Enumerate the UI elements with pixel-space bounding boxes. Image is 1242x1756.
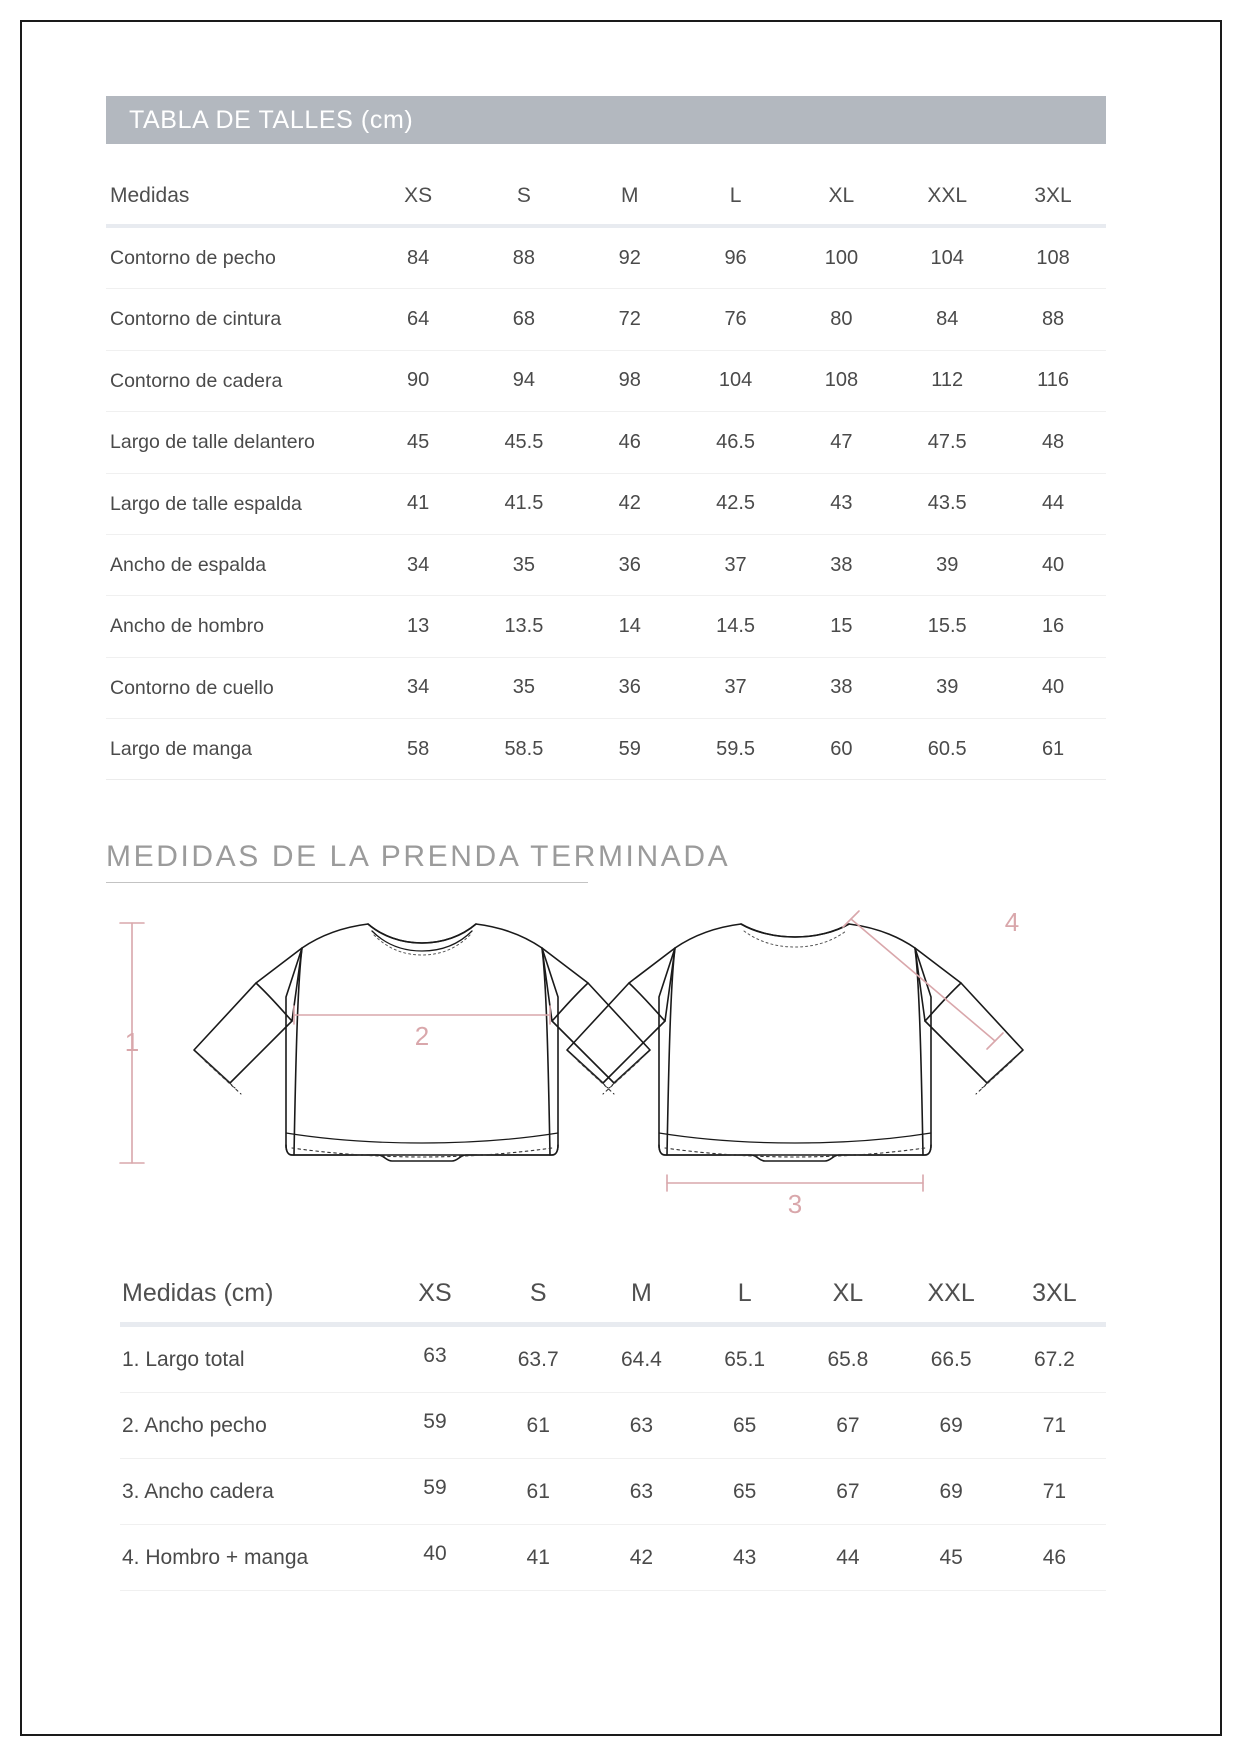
row-label: Contorno de pecho <box>106 226 365 289</box>
cell-value: 39 <box>894 534 1000 595</box>
cell-value: 65.1 <box>693 1325 796 1393</box>
cell-value: 84 <box>894 289 1000 350</box>
column-header-m: M <box>590 1269 693 1325</box>
column-header-s: S <box>471 170 577 226</box>
table-row <box>106 350 1106 411</box>
row-label: Largo de talle delantero <box>106 412 365 473</box>
cell-value: 46.5 <box>683 412 789 473</box>
cell-value: 36 <box>577 534 683 595</box>
page-title: TABLA DE TALLES (cm) <box>129 105 414 134</box>
cell-value: 71 <box>1003 1459 1106 1525</box>
cell-value: 94 <box>471 350 577 411</box>
cell-value: 98 <box>577 350 683 411</box>
table-row <box>106 719 1106 780</box>
cell-value: 112 <box>894 350 1000 411</box>
row-label: 1. Largo total <box>120 1325 383 1393</box>
table-row <box>106 226 1106 289</box>
table-row <box>120 1325 1106 1393</box>
cell-value: 61 <box>487 1393 590 1459</box>
cell-value: 67 <box>796 1459 899 1525</box>
cell-value: 59.5 <box>683 719 789 780</box>
column-header-xs: XS <box>383 1269 486 1325</box>
column-header-xxl: XXL <box>894 170 1000 226</box>
cell-value: 40 <box>383 1525 486 1591</box>
table-row <box>106 412 1106 473</box>
cell-value: 104 <box>683 350 789 411</box>
table-header-row <box>120 1269 1106 1325</box>
cell-value: 100 <box>788 226 894 289</box>
cell-value: 96 <box>683 226 789 289</box>
cell-value: 59 <box>577 719 683 780</box>
column-header-xs: XS <box>365 170 471 226</box>
column-header-3xl: 3XL <box>1003 1269 1106 1325</box>
cell-value: 61 <box>487 1459 590 1525</box>
cell-value: 46 <box>1003 1525 1106 1591</box>
garment-illustration <box>106 905 1106 1235</box>
cell-value: 46 <box>577 412 683 473</box>
cell-value: 68 <box>471 289 577 350</box>
document-content <box>106 96 1106 1591</box>
table-row <box>106 596 1106 657</box>
cell-value: 72 <box>577 289 683 350</box>
row-label: 2. Ancho pecho <box>120 1393 383 1459</box>
cell-value: 66.5 <box>900 1325 1003 1393</box>
cell-value: 88 <box>1000 289 1106 350</box>
cell-value: 65 <box>693 1393 796 1459</box>
section-underline <box>106 882 588 883</box>
cell-value: 58.5 <box>471 719 577 780</box>
cell-value: 35 <box>471 534 577 595</box>
column-header-m: M <box>577 170 683 226</box>
cell-value: 58 <box>365 719 471 780</box>
table-row <box>120 1459 1106 1525</box>
callout-2-label: 2 <box>414 1021 430 1052</box>
cell-value: 67 <box>796 1393 899 1459</box>
cell-value: 59 <box>383 1459 486 1525</box>
cell-value: 104 <box>894 226 1000 289</box>
table-row <box>106 289 1106 350</box>
cell-value: 108 <box>788 350 894 411</box>
finished-garment-section <box>106 840 1106 883</box>
cell-value: 59 <box>383 1393 486 1459</box>
cell-value: 44 <box>1000 473 1106 534</box>
body-measurements-table <box>106 170 1106 780</box>
cell-value: 16 <box>1000 596 1106 657</box>
cell-value: 13.5 <box>471 596 577 657</box>
row-label: 3. Ancho cadera <box>120 1459 383 1525</box>
size-chart-title-bar <box>106 96 1106 144</box>
cell-value: 65 <box>693 1459 796 1525</box>
cell-value: 69 <box>900 1393 1003 1459</box>
row-label: Contorno de cadera <box>106 350 365 411</box>
finished-garment-table <box>120 1269 1106 1591</box>
cell-value: 15.5 <box>894 596 1000 657</box>
cell-value: 43 <box>788 473 894 534</box>
row-label: 4. Hombro + manga <box>120 1525 383 1591</box>
column-header-xl: XL <box>788 170 894 226</box>
cell-value: 61 <box>1000 719 1106 780</box>
cell-value: 42.5 <box>683 473 789 534</box>
column-header-measure: Medidas <box>106 170 365 226</box>
cell-value: 45 <box>900 1525 1003 1591</box>
cell-value: 39 <box>894 657 1000 718</box>
callout-1-label: 1 <box>124 1027 140 1058</box>
cell-value: 42 <box>577 473 683 534</box>
row-label: Ancho de hombro <box>106 596 365 657</box>
cell-value: 43.5 <box>894 473 1000 534</box>
row-label: Contorno de cintura <box>106 289 365 350</box>
cell-value: 14.5 <box>683 596 789 657</box>
column-header-3xl: 3XL <box>1000 170 1106 226</box>
cell-value: 88 <box>471 226 577 289</box>
callout-3-label: 3 <box>787 1189 803 1220</box>
cell-value: 43 <box>693 1525 796 1591</box>
cell-value: 63 <box>383 1325 486 1393</box>
cell-value: 44 <box>796 1525 899 1591</box>
cell-value: 64 <box>365 289 471 350</box>
column-header-xxl: XXL <box>900 1269 1003 1325</box>
table-row <box>106 657 1106 718</box>
column-header-s: S <box>487 1269 590 1325</box>
cell-value: 71 <box>1003 1393 1106 1459</box>
cell-value: 38 <box>788 657 894 718</box>
cell-value: 42 <box>590 1525 693 1591</box>
column-header-l: L <box>693 1269 796 1325</box>
callout-4-label: 4 <box>1004 907 1020 938</box>
cell-value: 90 <box>365 350 471 411</box>
callout-4-line <box>843 911 1003 1049</box>
cell-value: 45 <box>365 412 471 473</box>
cell-value: 108 <box>1000 226 1106 289</box>
row-label: Contorno de cuello <box>106 657 365 718</box>
cell-value: 40 <box>1000 657 1106 718</box>
cell-value: 37 <box>683 534 789 595</box>
cell-value: 34 <box>365 534 471 595</box>
cell-value: 37 <box>683 657 789 718</box>
section-heading: MEDIDAS DE LA PRENDA TERMINADA <box>106 840 731 874</box>
table-row <box>106 534 1106 595</box>
cell-value: 63 <box>590 1393 693 1459</box>
cell-value: 60.5 <box>894 719 1000 780</box>
cell-value: 35 <box>471 657 577 718</box>
column-header-measure: Medidas (cm) <box>120 1269 383 1325</box>
cell-value: 15 <box>788 596 894 657</box>
cell-value: 14 <box>577 596 683 657</box>
cell-value: 67.2 <box>1003 1325 1106 1393</box>
table-row <box>106 473 1106 534</box>
cell-value: 65.8 <box>796 1325 899 1393</box>
cell-value: 76 <box>683 289 789 350</box>
cell-value: 41 <box>365 473 471 534</box>
cell-value: 84 <box>365 226 471 289</box>
cell-value: 48 <box>1000 412 1106 473</box>
cell-value: 40 <box>1000 534 1106 595</box>
cell-value: 36 <box>577 657 683 718</box>
cell-value: 63.7 <box>487 1325 590 1393</box>
row-label: Largo de talle espalda <box>106 473 365 534</box>
cell-value: 64.4 <box>590 1325 693 1393</box>
column-header-xl: XL <box>796 1269 899 1325</box>
cell-value: 13 <box>365 596 471 657</box>
row-label: Largo de manga <box>106 719 365 780</box>
cell-value: 41 <box>487 1525 590 1591</box>
cell-value: 63 <box>590 1459 693 1525</box>
back-view-drawing <box>567 924 1023 1161</box>
cell-value: 47.5 <box>894 412 1000 473</box>
cell-value: 116 <box>1000 350 1106 411</box>
cell-value: 41.5 <box>471 473 577 534</box>
cell-value: 69 <box>900 1459 1003 1525</box>
cell-value: 80 <box>788 289 894 350</box>
cell-value: 45.5 <box>471 412 577 473</box>
cell-value: 60 <box>788 719 894 780</box>
cell-value: 92 <box>577 226 683 289</box>
row-label: Ancho de espalda <box>106 534 365 595</box>
cell-value: 38 <box>788 534 894 595</box>
column-header-l: L <box>683 170 789 226</box>
table-header-row <box>106 170 1106 226</box>
table-row <box>120 1393 1106 1459</box>
table-row <box>120 1525 1106 1591</box>
cell-value: 34 <box>365 657 471 718</box>
cell-value: 47 <box>788 412 894 473</box>
